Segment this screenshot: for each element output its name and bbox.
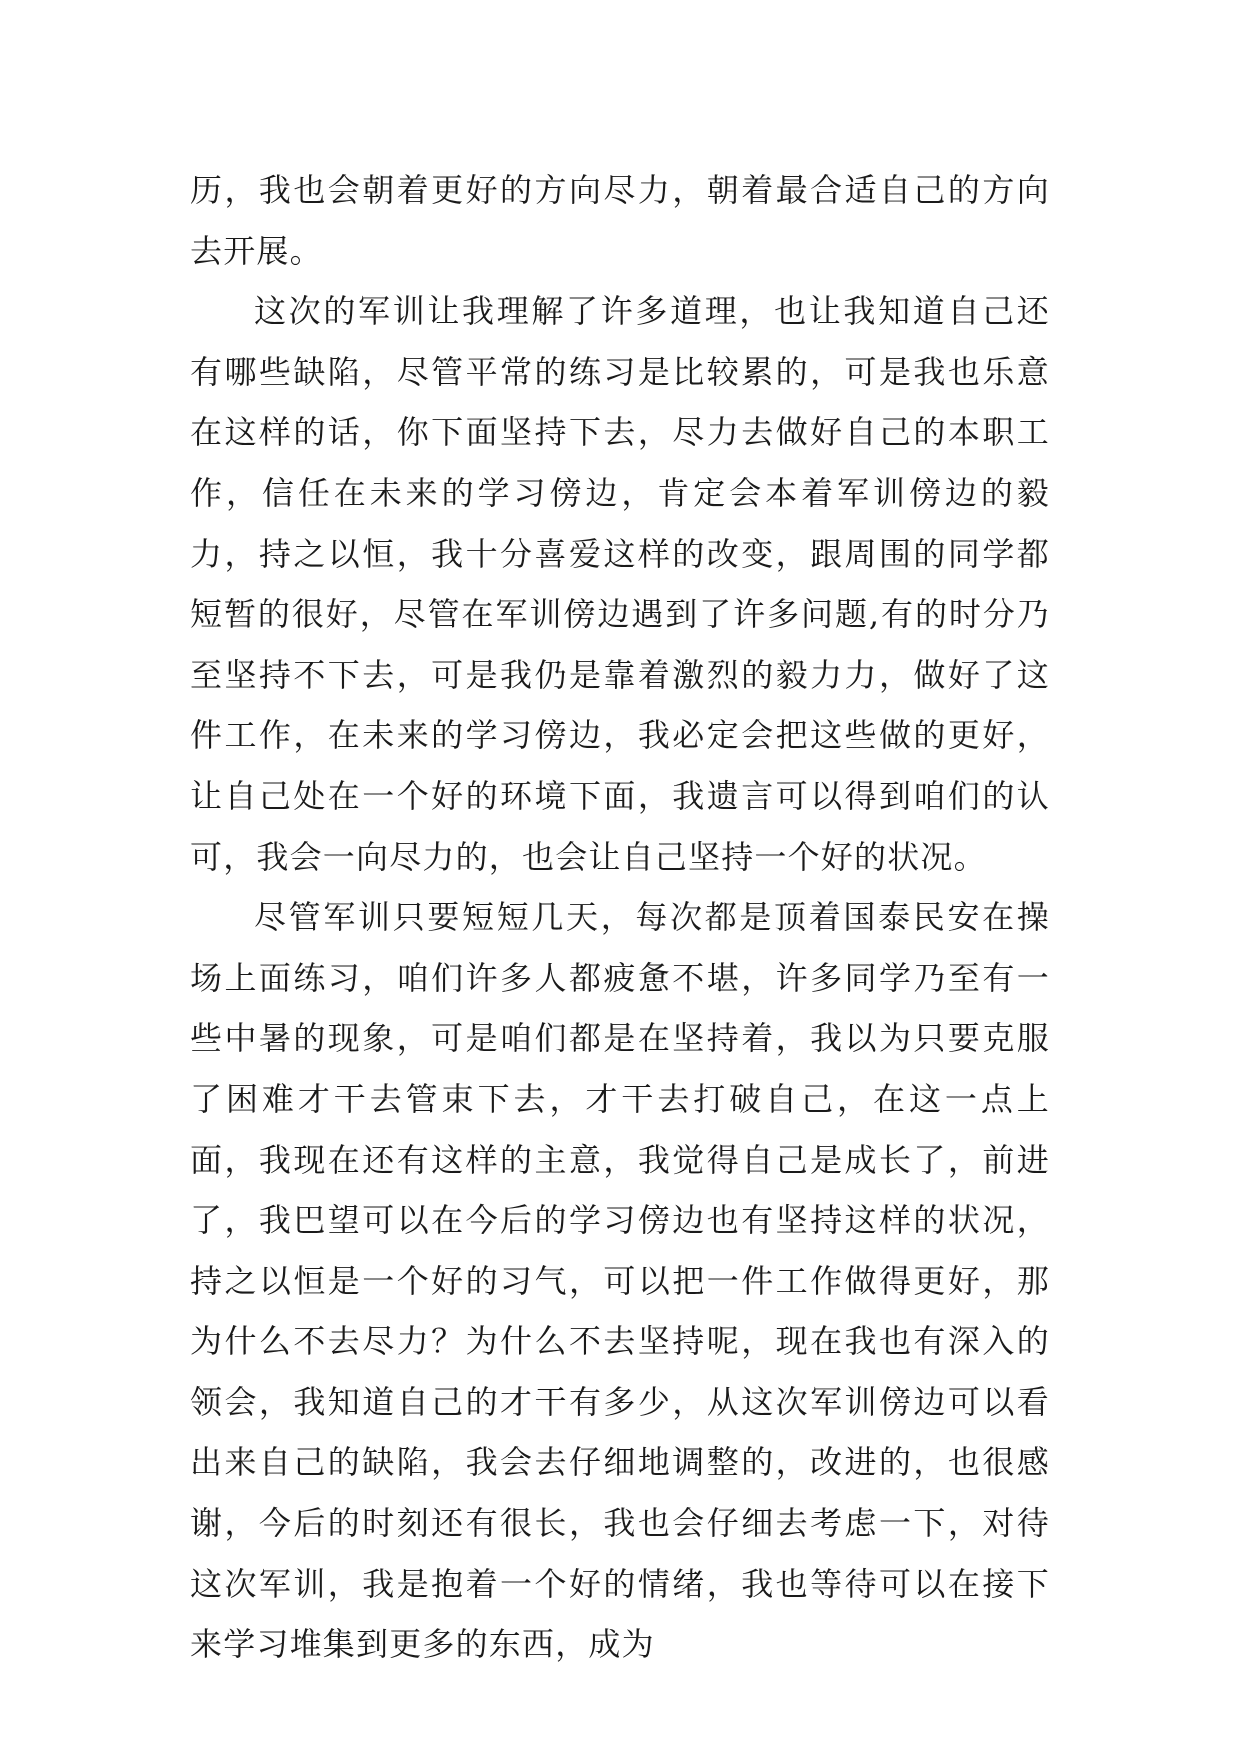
paragraph-2: 这次的军训让我理解了许多道理，也让我知道自己还有哪些缺陷，尽管平常的练习是比较累的，可是我也乐意在这样的话，你下面坚持下去，尽力去做好自己的本职工作，信任在未来的学习傍边，肯定会本着军训傍边的毅力，持之以恒，我十分喜爱这样的改变，跟周围的同学都短暂的很好，尽管在军训傍边遇到了许多问题,有的时分乃至坚持不下去，可是我仍是靠着激烈的毅力力，做好了这件工作，在未来的学习傍边，我必定会把这些做的更好，让自己处在一个好的环境下面，我遗言可以得到咱们的认可，我会一向尽力的，也会让自己坚持一个好的状况。 [190, 292, 1050, 876]
document-body [190, 160, 1050, 1675]
paragraph-1: 历，我也会朝着更好的方向尽力，朝着最合适自己的方向去开展。 [190, 171, 1050, 270]
paragraph-3: 尽管军训只要短短几天，每次都是顶着国泰民安在操场上面练习，咱们许多人都疲惫不堪，许多同学乃至有一些中暑的现象，可是咱们都是在坚持着，我以为只要克服了困难才干去管束下去，才干去打破自己，在这一点上面，我现在还有这样的主意，我觉得自己是成长了，前进了，我巴望可以在今后的学习傍边也有坚持这样的状况，持之以恒是一个好的习气，可以把一件工作做得更好，那为什么不去尽力？为什么不去坚持呢，现在我也有深入的领会，我知道自己的才干有多少，从这次军训傍边可以看出来自己的缺陷，我会去仔细地调整的，改进的，也很感谢，今后的时刻还有很长，我也会仔细去考虑一下，对待这次军训，我是抱着一个好的情绪，我也等待可以在接下来学习堆集到更多的东西，成为 [190, 898, 1050, 1664]
